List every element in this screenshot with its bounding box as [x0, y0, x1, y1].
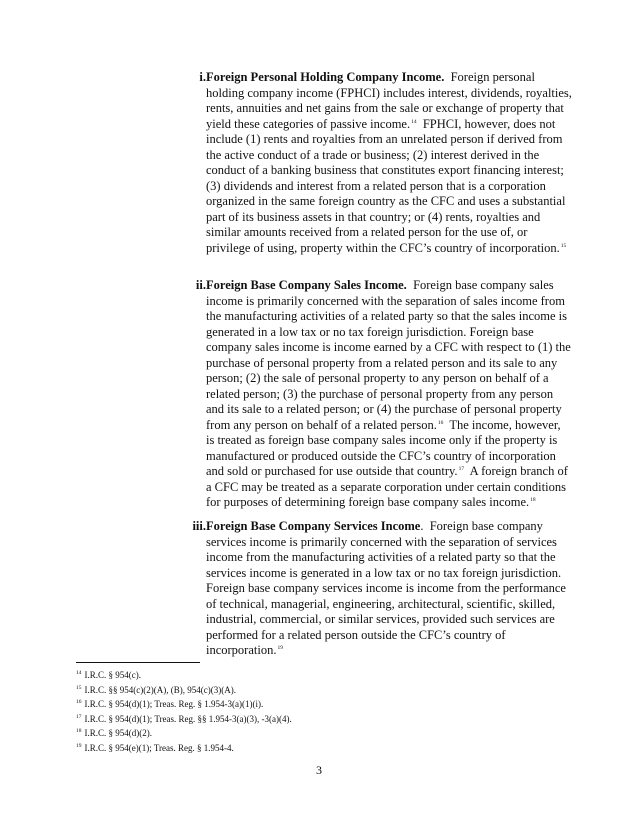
- footnote-number: 16: [76, 699, 82, 706]
- footnote: [76, 741, 556, 756]
- footnote-number: 19: [76, 742, 82, 749]
- item-paragraph: [206, 278, 572, 511]
- footnote-ref: 16: [437, 419, 444, 426]
- footnote-text: I.R.C. § 954(d)(2).: [84, 728, 152, 739]
- footnote: [76, 683, 556, 698]
- section-item-i: [172, 70, 572, 256]
- item-marker: i.: [199, 70, 206, 84]
- footnote-ref: 18: [530, 497, 536, 503]
- item-heading: Foreign Base Company Services Income: [206, 519, 421, 533]
- item-paragraph: [206, 519, 572, 659]
- footnote-ref: 15: [560, 242, 567, 249]
- footnote-text: I.R.C. §§ 954(c)(2)(A), (B), 954(c)(3)(A).: [84, 684, 236, 695]
- item-heading: Foreign Base Company Sales Income.: [206, 278, 407, 292]
- footnote: [76, 697, 556, 712]
- item-heading: Foreign Personal Holding Company Income: [206, 70, 442, 84]
- footnote-number: 17: [76, 713, 82, 720]
- section-item-iii: [172, 519, 572, 659]
- paragraph-text: A foreign branch of a CFC may be treated as a separate corporation under certain conditions for purposes of determining foreign base company sales income.: [206, 464, 568, 509]
- footnote-ref: 19: [277, 645, 283, 651]
- heading-punctuation: .: [420, 519, 424, 533]
- paragraph-text: Foreign base company sales income is primarily concerned with the separation of sales income from the manufacturing activities of a related party so that the sales income is generated in a low tax or no tax foreign jurisdiction. Foreign base company sales income is income earned by a CFC with respect to (1) the purchase of personal property from a related person and its sale to any person; (2) the sale of personal property to any person on behalf of a related person; (3) the purchase of personal property from any person and its sale to a related person; or (4) the purchase of personal property from any person on behalf of a related person.: [206, 278, 571, 432]
- footnotes: [76, 668, 556, 756]
- footnote-text: I.R.C. § 954(d)(1); Treas. Reg. §§ 1.954-3(a)(3), -3(a)(4).: [84, 713, 292, 724]
- section-item-ii: [172, 278, 572, 511]
- item-marker: ii.: [195, 278, 206, 292]
- page-number: 3: [316, 763, 322, 777]
- footnote-text: I.R.C. § 954(c).: [84, 670, 141, 680]
- paragraph-text: The income, however, is treated as foreign base company sales income only if the property is manufactured or produced outside the CFC’s country of incorporation and sold or purchased for use outside that country.: [206, 417, 561, 478]
- paragraph-text: Foreign base company services income is primarily concerned with the separation of services income from the manufacturing activities of a related party so that the services income is generated in a low tax or no tax foreign jurisdiction. Foreign base company services income is income from the performance of technical, managerial, engineering, architectural, scientific, skilled, industrial, commercial, or similar services, provided such services are performed for a related person outside the CFC’s country of incorporation.: [206, 519, 566, 657]
- paragraph-text: FPHCI, however, does not include (1) rents and royalties from an unrelated person if derived from the active conduct of a trade or business; (2) interest derived in the conduct of a banking business that constitutes export financing interest; (3) dividends and interest from a related person that is a corporation organized in the same foreign country as the CFC and uses a substantial part of its business assets in that country; or (4) rents, royalties and similar amounts received from a related person for the use of, or privilege of using, property within the CFC’s country of incorporation.: [206, 116, 566, 255]
- footnote-text: I.R.C. § 954(d)(1); Treas. Reg. § 1.954-3(a)(1)(i).: [84, 699, 264, 710]
- footnote-ref: 14: [411, 118, 417, 125]
- footnote-number: 18: [76, 728, 82, 735]
- item-marker: iii.: [192, 519, 206, 533]
- footnote-divider: [76, 662, 200, 663]
- item-paragraph: [206, 70, 572, 256]
- footnote: [76, 668, 556, 683]
- footnote-number: 14: [76, 670, 82, 676]
- footnote-ref: 17: [458, 466, 465, 472]
- heading-punctuation: .: [441, 70, 445, 84]
- paragraph-text: Foreign personal holding company income (FPHCI) includes interest, dividends, royalties, rents, annuities and net gains from the sale or exchange of property that yield these categories of passive income.: [206, 70, 572, 131]
- footnote-text: I.R.C. § 954(e)(1); Treas. Reg. § 1.954-4.: [84, 742, 234, 753]
- footnote: [76, 726, 556, 741]
- footnote: [76, 712, 556, 727]
- footnote-number: 15: [76, 684, 82, 691]
